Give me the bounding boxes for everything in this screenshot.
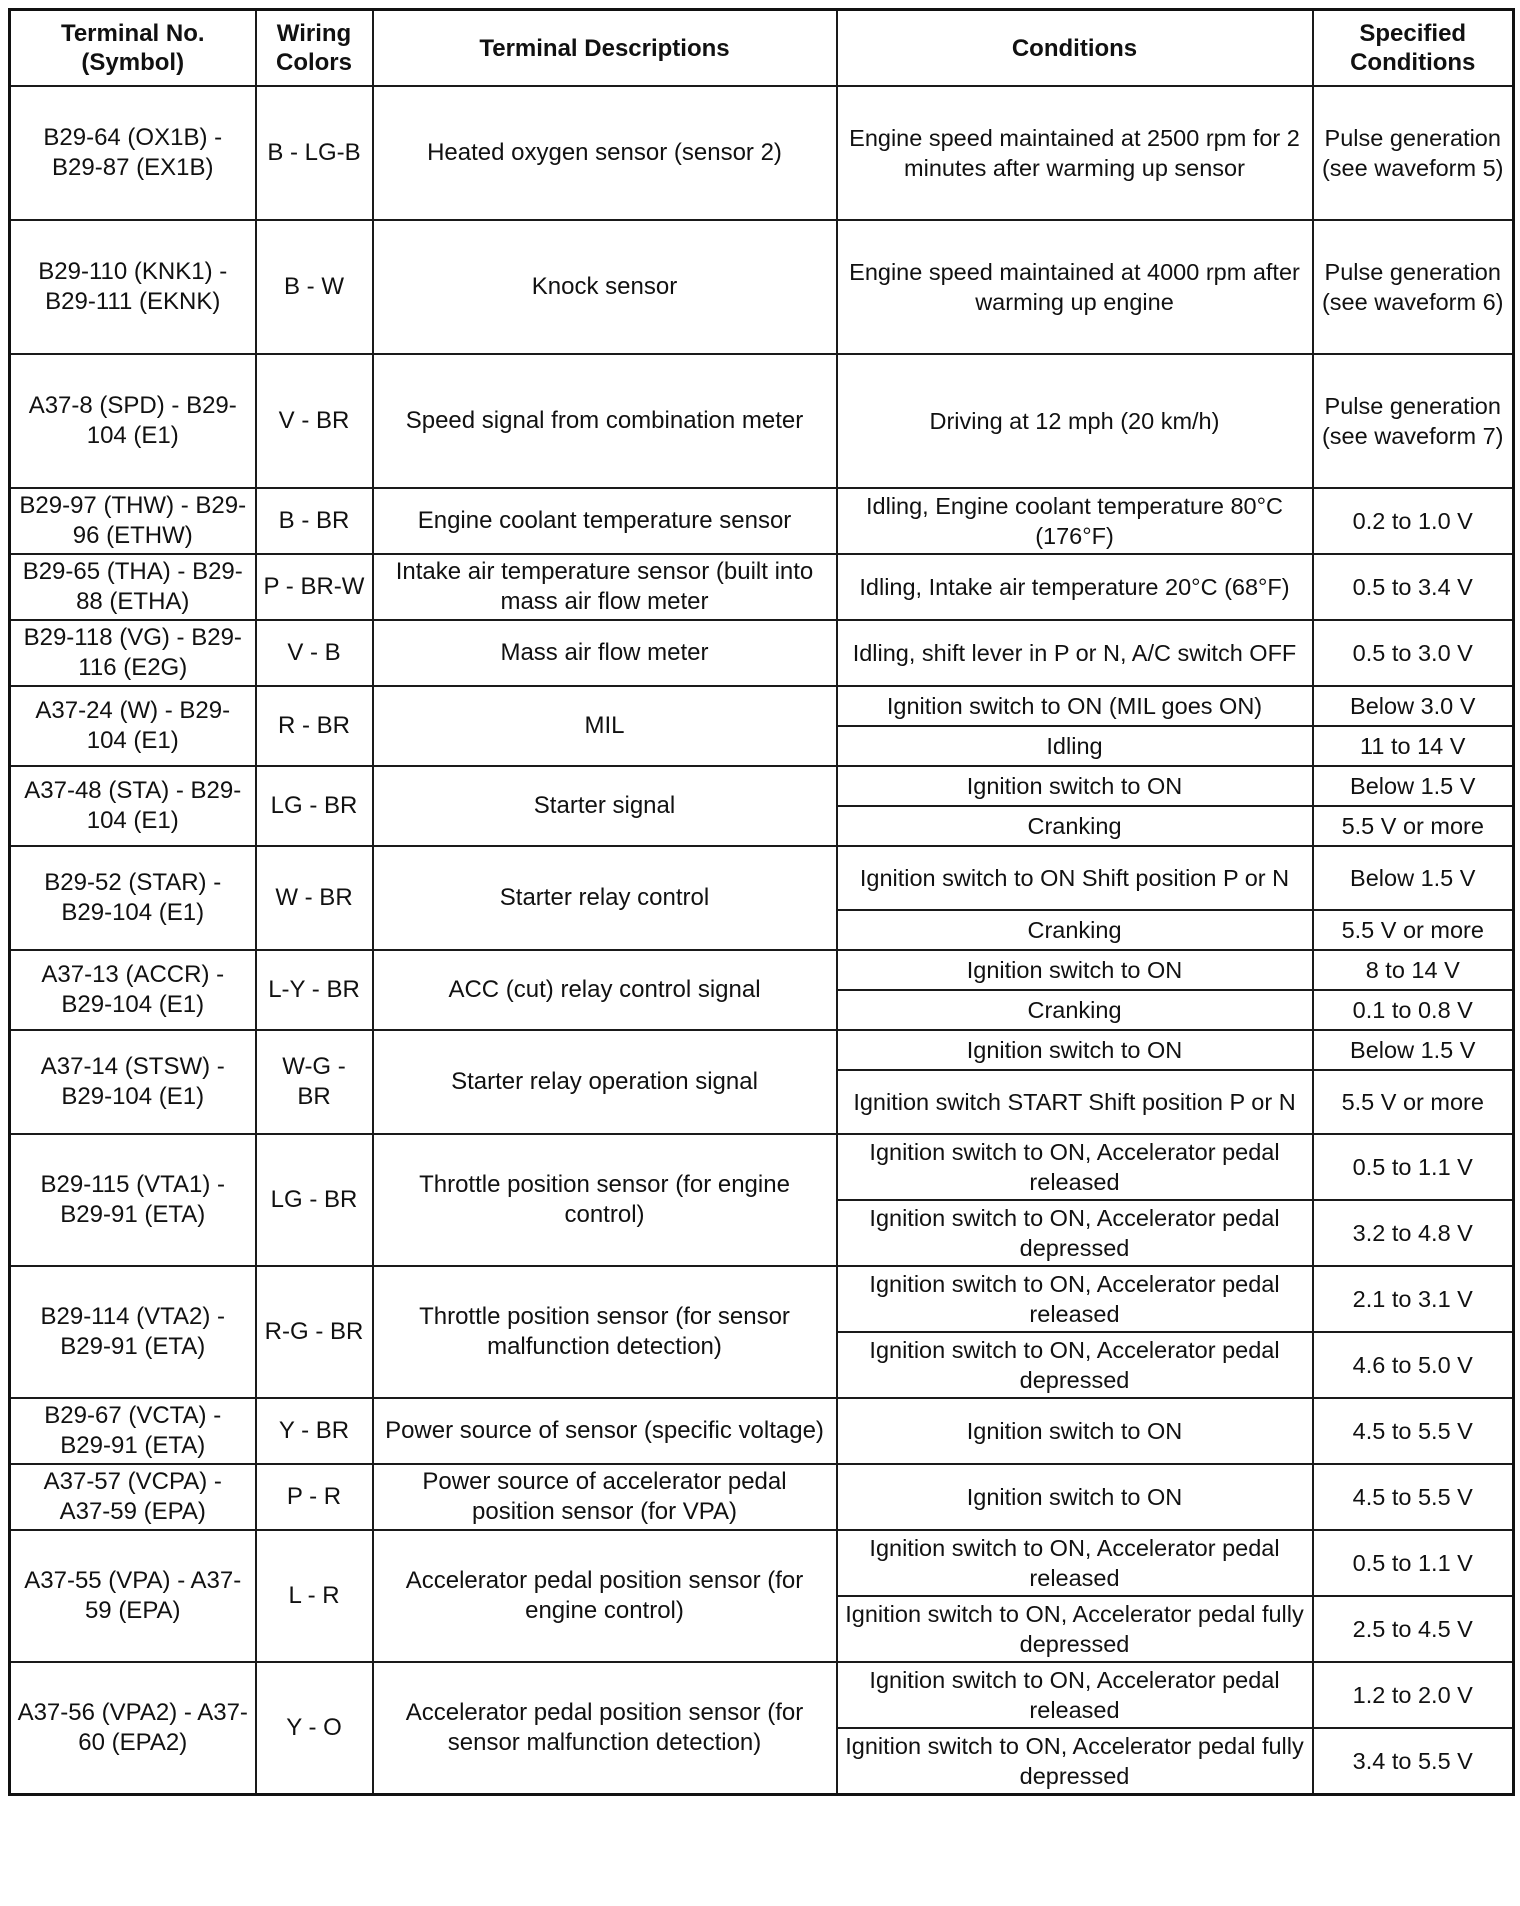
specified-cell: 5.5 V or more	[1313, 806, 1514, 846]
terminal-cell: B29-64 (OX1B) - B29-87 (EX1B)	[10, 86, 256, 220]
table-row	[10, 620, 1514, 686]
table-row	[10, 1266, 1514, 1332]
description-cell: Engine coolant temperature sensor	[373, 488, 837, 554]
condition-cell: Ignition switch to ON	[837, 1398, 1313, 1464]
specified-cell: 4.6 to 5.0 V	[1313, 1332, 1514, 1398]
table-body	[10, 86, 1514, 1795]
table-row	[10, 766, 1514, 806]
table-row	[10, 220, 1514, 354]
condition-cell: Engine speed maintained at 2500 rpm for 2 minutes after warming up sensor	[837, 86, 1313, 220]
table-row	[10, 686, 1514, 726]
wiring-cell: Y - BR	[256, 1398, 373, 1464]
specified-cell: Pulse generation (see waveform 5)	[1313, 86, 1514, 220]
description-cell: Mass air flow meter	[373, 620, 837, 686]
description-cell: Starter relay operation signal	[373, 1030, 837, 1134]
specified-cell: 4.5 to 5.5 V	[1313, 1398, 1514, 1464]
specified-cell: 0.5 to 1.1 V	[1313, 1530, 1514, 1596]
condition-cell: Idling, Intake air temperature 20°C (68°F)	[837, 554, 1313, 620]
wiring-cell: R-G - BR	[256, 1266, 373, 1398]
wiring-cell: Y - O	[256, 1662, 373, 1795]
terminal-table-container	[8, 8, 1512, 1796]
description-cell: Throttle position sensor (for sensor malfunction detection)	[373, 1266, 837, 1398]
wiring-cell: B - BR	[256, 488, 373, 554]
header-row	[10, 10, 1514, 87]
specified-cell: 8 to 14 V	[1313, 950, 1514, 990]
terminal-cell: A37-8 (SPD) - B29-104 (E1)	[10, 354, 256, 488]
condition-cell: Ignition switch to ON, Accelerator pedal fully depressed	[837, 1596, 1313, 1662]
description-cell: Accelerator pedal position sensor (for sensor malfunction detection)	[373, 1662, 837, 1795]
specified-cell: 5.5 V or more	[1313, 910, 1514, 950]
condition-cell: Ignition switch to ON, Accelerator pedal fully depressed	[837, 1728, 1313, 1795]
terminal-cell: B29-115 (VTA1) - B29-91 (ETA)	[10, 1134, 256, 1266]
specified-cell: 1.2 to 2.0 V	[1313, 1662, 1514, 1728]
condition-cell: Ignition switch to ON, Accelerator pedal released	[837, 1530, 1313, 1596]
table-row	[10, 1464, 1514, 1530]
terminal-cell: A37-48 (STA) - B29-104 (E1)	[10, 766, 256, 846]
terminal-cell: B29-97 (THW) - B29-96 (ETHW)	[10, 488, 256, 554]
table-row	[10, 950, 1514, 990]
description-cell: Speed signal from combination meter	[373, 354, 837, 488]
terminal-cell: A37-13 (ACCR) - B29-104 (E1)	[10, 950, 256, 1030]
wiring-cell: B - LG-B	[256, 86, 373, 220]
wiring-cell: LG - BR	[256, 766, 373, 846]
terminal-cell: B29-114 (VTA2) - B29-91 (ETA)	[10, 1266, 256, 1398]
terminal-cell: A37-55 (VPA) - A37-59 (EPA)	[10, 1530, 256, 1662]
wiring-cell: R - BR	[256, 686, 373, 766]
condition-cell: Ignition switch to ON (MIL goes ON)	[837, 686, 1313, 726]
specified-cell: 5.5 V or more	[1313, 1070, 1514, 1134]
table-row	[10, 1030, 1514, 1070]
condition-cell: Ignition switch to ON, Accelerator pedal released	[837, 1134, 1313, 1200]
specified-cell: Pulse generation (see waveform 7)	[1313, 354, 1514, 488]
condition-cell: Cranking	[837, 990, 1313, 1030]
condition-cell: Driving at 12 mph (20 km/h)	[837, 354, 1313, 488]
header-wiring: Wiring Colors	[256, 10, 373, 87]
specified-cell: 0.5 to 1.1 V	[1313, 1134, 1514, 1200]
table-row	[10, 554, 1514, 620]
table-row	[10, 488, 1514, 554]
wiring-cell: V - B	[256, 620, 373, 686]
description-cell: ACC (cut) relay control signal	[373, 950, 837, 1030]
condition-cell: Ignition switch to ON, Accelerator pedal depressed	[837, 1332, 1313, 1398]
header-description: Terminal Descriptions	[373, 10, 837, 87]
ecm-terminal-table	[8, 8, 1515, 1796]
table-row	[10, 1134, 1514, 1200]
specified-cell: 0.5 to 3.0 V	[1313, 620, 1514, 686]
condition-cell: Ignition switch to ON	[837, 950, 1313, 990]
condition-cell: Engine speed maintained at 4000 rpm after warming up engine	[837, 220, 1313, 354]
description-cell: Starter signal	[373, 766, 837, 846]
terminal-cell: B29-65 (THA) - B29-88 (ETHA)	[10, 554, 256, 620]
condition-cell: Ignition switch to ON, Accelerator pedal released	[837, 1662, 1313, 1728]
wiring-cell: W-G - BR	[256, 1030, 373, 1134]
wiring-cell: P - BR-W	[256, 554, 373, 620]
wiring-cell: P - R	[256, 1464, 373, 1530]
terminal-cell: B29-67 (VCTA) - B29-91 (ETA)	[10, 1398, 256, 1464]
table-row	[10, 846, 1514, 910]
terminal-cell: B29-52 (STAR) - B29-104 (E1)	[10, 846, 256, 950]
condition-cell: Ignition switch to ON	[837, 766, 1313, 806]
condition-cell: Ignition switch to ON Shift position P or N	[837, 846, 1313, 910]
specified-cell: 2.5 to 4.5 V	[1313, 1596, 1514, 1662]
terminal-cell: A37-14 (STSW) - B29-104 (E1)	[10, 1030, 256, 1134]
terminal-cell: A37-56 (VPA2) - A37-60 (EPA2)	[10, 1662, 256, 1795]
table-row	[10, 1530, 1514, 1596]
condition-cell: Cranking	[837, 910, 1313, 950]
specified-cell: Below 1.5 V	[1313, 1030, 1514, 1070]
wiring-cell: L-Y - BR	[256, 950, 373, 1030]
description-cell: Power source of sensor (specific voltage)	[373, 1398, 837, 1464]
condition-cell: Ignition switch to ON	[837, 1464, 1313, 1530]
specified-cell: Below 1.5 V	[1313, 766, 1514, 806]
wiring-cell: W - BR	[256, 846, 373, 950]
specified-cell: 3.2 to 4.8 V	[1313, 1200, 1514, 1266]
condition-cell: Idling	[837, 726, 1313, 766]
description-cell: Power source of accelerator pedal position sensor (for VPA)	[373, 1464, 837, 1530]
description-cell: Starter relay control	[373, 846, 837, 950]
description-cell: Throttle position sensor (for engine control)	[373, 1134, 837, 1266]
description-cell: Heated oxygen sensor (sensor 2)	[373, 86, 837, 220]
condition-cell: Ignition switch to ON	[837, 1030, 1313, 1070]
condition-cell: Ignition switch to ON, Accelerator pedal released	[837, 1266, 1313, 1332]
specified-cell: 0.5 to 3.4 V	[1313, 554, 1514, 620]
wiring-cell: V - BR	[256, 354, 373, 488]
specified-cell: 11 to 14 V	[1313, 726, 1514, 766]
description-cell: Knock sensor	[373, 220, 837, 354]
specified-cell: Pulse generation (see waveform 6)	[1313, 220, 1514, 354]
wiring-cell: L - R	[256, 1530, 373, 1662]
terminal-cell: B29-110 (KNK1) - B29-111 (EKNK)	[10, 220, 256, 354]
table-row	[10, 1398, 1514, 1464]
condition-cell: Idling, shift lever in P or N, A/C switch OFF	[837, 620, 1313, 686]
specified-cell: 3.4 to 5.5 V	[1313, 1728, 1514, 1795]
condition-cell: Idling, Engine coolant temperature 80°C (176°F)	[837, 488, 1313, 554]
table-row	[10, 1662, 1514, 1728]
table-row	[10, 354, 1514, 488]
header-terminal: Terminal No. (Symbol)	[10, 10, 256, 87]
header-conditions: Conditions	[837, 10, 1313, 87]
description-cell: Accelerator pedal position sensor (for engine control)	[373, 1530, 837, 1662]
specified-cell: 0.2 to 1.0 V	[1313, 488, 1514, 554]
condition-cell: Cranking	[837, 806, 1313, 846]
specified-cell: 2.1 to 3.1 V	[1313, 1266, 1514, 1332]
terminal-cell: B29-118 (VG) - B29-116 (E2G)	[10, 620, 256, 686]
specified-cell: 4.5 to 5.5 V	[1313, 1464, 1514, 1530]
terminal-cell: A37-24 (W) - B29-104 (E1)	[10, 686, 256, 766]
header-specified: Specified Conditions	[1313, 10, 1514, 87]
specified-cell: 0.1 to 0.8 V	[1313, 990, 1514, 1030]
specified-cell: Below 1.5 V	[1313, 846, 1514, 910]
description-cell: Intake air temperature sensor (built into mass air flow meter	[373, 554, 837, 620]
wiring-cell: B - W	[256, 220, 373, 354]
terminal-cell: A37-57 (VCPA) - A37-59 (EPA)	[10, 1464, 256, 1530]
wiring-cell: LG - BR	[256, 1134, 373, 1266]
condition-cell: Ignition switch START Shift position P or N	[837, 1070, 1313, 1134]
table-row	[10, 86, 1514, 220]
specified-cell: Below 3.0 V	[1313, 686, 1514, 726]
condition-cell: Ignition switch to ON, Accelerator pedal depressed	[837, 1200, 1313, 1266]
description-cell: MIL	[373, 686, 837, 766]
